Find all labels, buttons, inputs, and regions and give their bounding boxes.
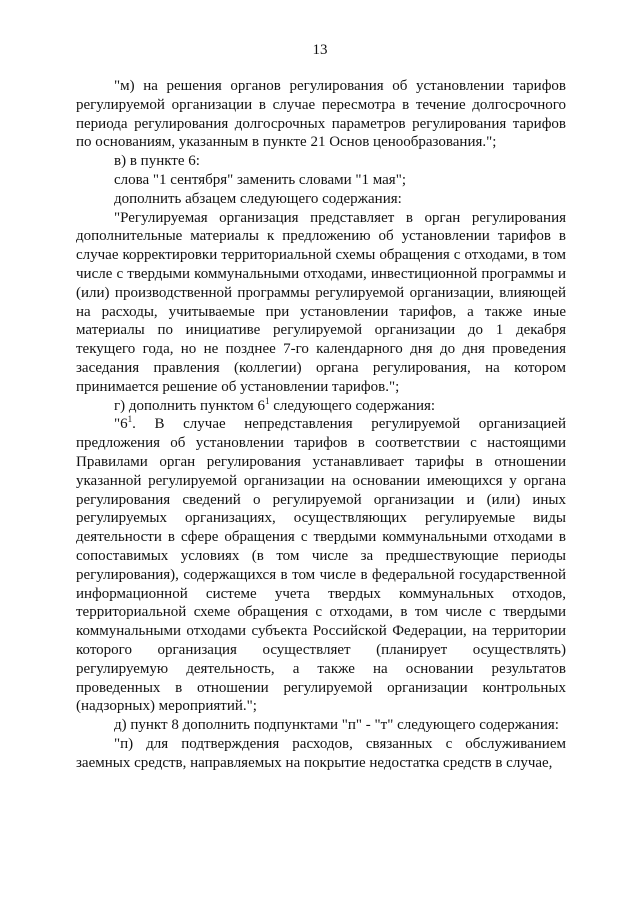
paragraph-g-text-end: следующего содержания:	[269, 397, 436, 414]
paragraph-m-appeal: "м) на решения органов регулирования об установлении тарифов регулируемой организации в случае пересмотра в течение долгосрочного периода регулирования долгосрочных параметров регулирования тарифов по основаниям, указанным в пункте 21 Основ ценообразования.";	[76, 78, 566, 151]
paragraph-p-borrowed-funds: "п) для подтверждения расходов, связанных с обслуживанием заемных средств, направляемых на покрытие недостатка средств в случае,	[76, 735, 566, 771]
paragraph-add-abzac: дополнить абзацем следующего содержания:	[114, 190, 402, 207]
point-6-1-number: "6	[114, 416, 128, 433]
paragraph-replace-date: слова "1 сентября" заменить словами "1 мая";	[114, 171, 406, 188]
superscript: 1	[127, 414, 133, 425]
paragraph-g-add-point	[76, 397, 566, 416]
paragraph-additional-materials: "Регулируемая организация представляет в орган регулирования дополнительные материалы к предложению об установлении тарифов в случае корректировки территориальной схемы обращения с отходами, в том числе с твердыми коммунальными отходами, инвестиционной программы и (или) производственной программы регулируемой организации, влияющей на расходы, учитываемые при установлении тарифов, а также иные материалы по инициативе регулируемой организации до 1 декабря текущего года, но не позднее 7-го календарного дня до дня проведения заседания правления (коллегии) органа регулирования, на котором принимается решение об установлении тарифов.";	[76, 209, 566, 395]
superscript: 1	[265, 395, 270, 406]
paragraph-g-text: г) дополнить пунктом 6	[114, 397, 266, 414]
paragraph-point-6-1	[76, 415, 566, 716]
point-6-1-text: . В случае непредставления регулируемой организацией предложения об установлении тарифов в соответствии с настоящими Правилами орган регулирования устанавливает тарифы в отношении указанной регулируемой организации на основании имеющихся у органа регулирования сведений о регулируемой организации и (или) иных регулируемых организациях, осуществляющих регулируемые виды деятельности в сфере обращения с твердыми коммунальными отходами в сопоставимых условиях (в том числе за предшествующие периоды регулирования), содержащихся в том числе в федеральной государственной информационной системе учета твердых коммунальных отходов, территориальной схеме обращения с отходами, в том числе с твердыми коммунальными отходами субъекта Российской Федерации, на территории которого организация осуществляет (планирует осуществлять) регулируемую деятельность, а также на основании результатов проведенных в отношении регулируемой организации контрольных (надзорных) мероприятий.";	[76, 416, 566, 715]
paragraph-d-point-8: д) пункт 8 дополнить подпунктами "п" - "т" следующего содержания:	[114, 717, 559, 734]
paragraph-v-point-6: в) в пункте 6:	[114, 153, 200, 170]
page-number: 13	[312, 42, 328, 58]
document-body	[76, 77, 566, 772]
